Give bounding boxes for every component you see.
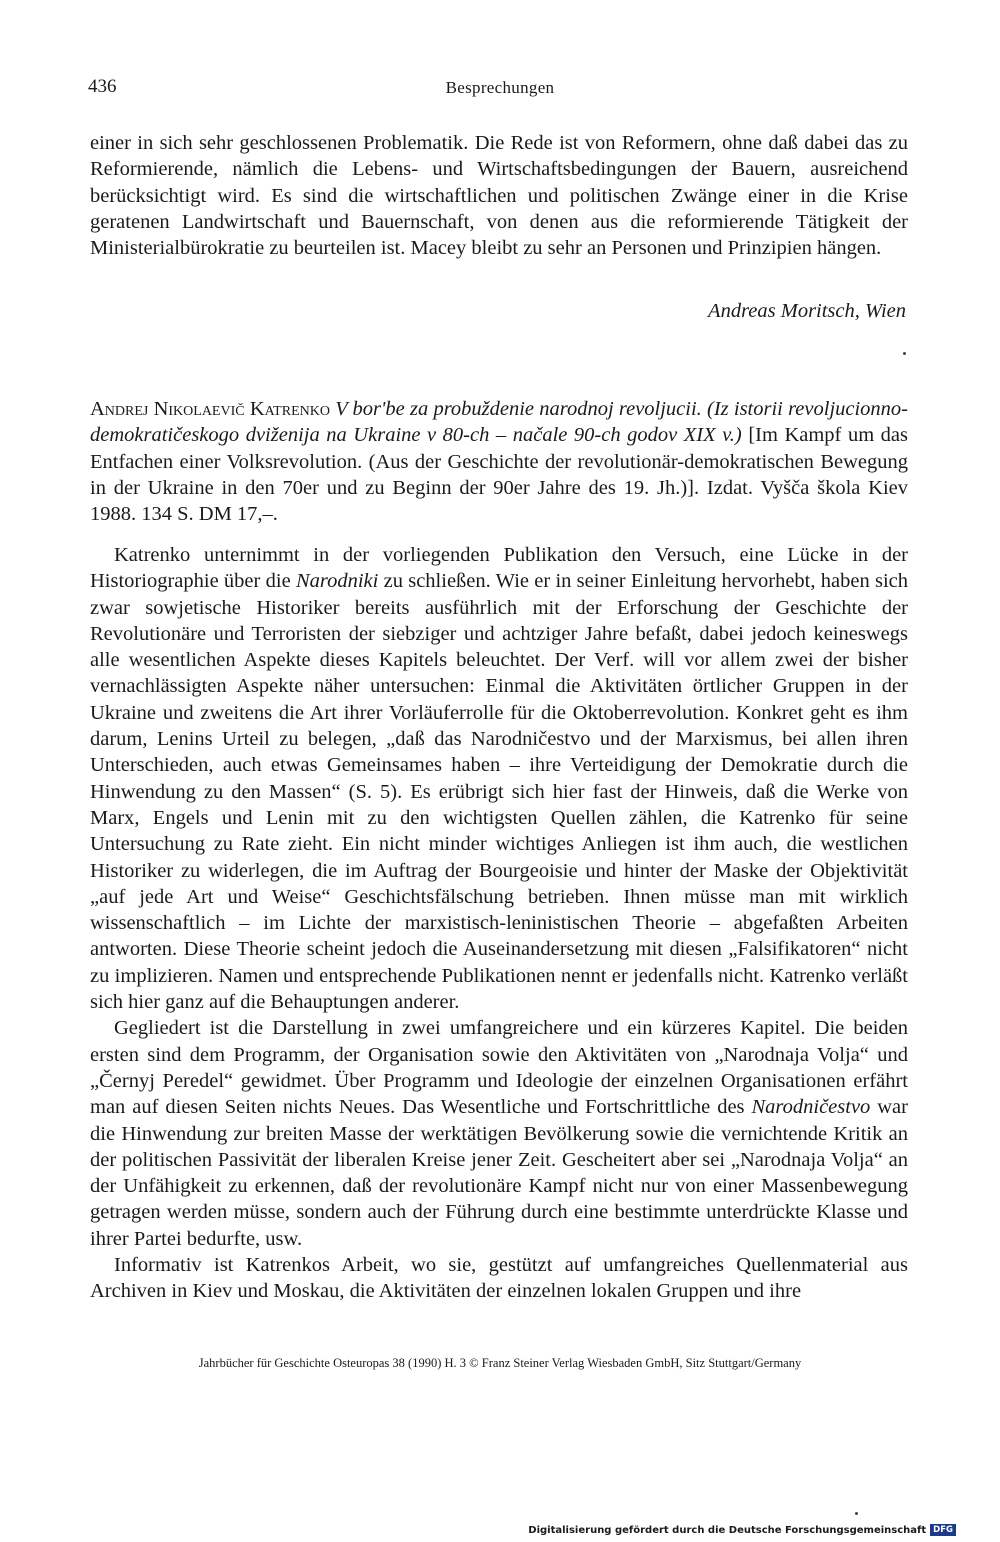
review-body	[90, 542, 908, 1305]
journal-footer: Jahrbücher für Geschichte Osteuropas 38 (1990) H. 3 © Franz Steiner Verlag Wiesbaden GmbH, Sitz Stuttgart/Germany	[198, 1356, 802, 1370]
scan-speck	[855, 1512, 858, 1515]
review-paragraph-2: Gegliedert ist die Darstellung in zwei umfangreichere und ein kürzeres Kapitel. Die beiden ersten sind dem Programm, der Organisation sowie den Aktivitäten von „Narodnaja Volja“ und „Černyj Peredel“ gewidmet. Über Programm und Ideologie der einzelnen Organisationen erfährt man auf diesen Seiten nichts Neues. Das Wesentliche und Fortschrittliche des Narodničestvo war die Hinwendung zur breiten Masse der werktätigen Bevölkerung sowie die vernichtende Kritik an der politischen Passivität der liberalen Kreise jener Zeit. Gescheitert aber sei „Narodnaja Volja“ an der Unfähigkeit zu erkennen, daß der revolutionäre Kampf nicht nur von einer Massenbewegung getragen werden müsse, sondern auch der Führung durch eine bestimmte unterdrückte Klasse und ihrer Partei bedurfte, usw.	[90, 1017, 908, 1250]
running-head: Besprechungen	[445, 78, 555, 97]
dfg-logo: DFG	[930, 1524, 956, 1536]
review-paragraph-3: Informativ ist Katrenkos Arbeit, wo sie, gestützt auf umfangreiches Quellenmaterial aus Archiven in Kiev und Moskau, die Aktivitäten der einzelnen lokalen Gruppen und ihre	[90, 1254, 908, 1303]
book-title: V bor'be za probuždenie narodnoj revoljucii. (Iz istorii revoljucionno-demokratičeskogo dviženija na Ukraine v 80-ch – načale 90-ch godov XIX v.)	[90, 398, 909, 447]
citation-details: [Im Kampf um das Entfachen einer Volksrevolution. (Aus der Geschichte der revolutionär-demokratischen Bewegung in der Ukraine in den 70er und zu Beginn der 90er Jahre des 19. Jh.)]. Izdat. Vyšča škola Kiev 1988. 134 S. DM 17,–.	[90, 424, 909, 526]
reviewer-signature: Andreas Moritsch, Wien	[708, 300, 906, 322]
previous-review-ending	[90, 130, 908, 261]
review-paragraph-1: Katrenko unternimmt in der vorliegenden Publikation den Versuch, eine Lücke in der Historiographie über die Narodniki zu schließen. Wie er in seiner Einleitung hervorhebt, haben sich zwar sowjetische Historiker bereits ausführlich mit der Erforschung der Geschichte der Revolutionäre und Terroristen der siebziger und achtziger Jahre befaßt, dabei jedoch keineswegs alle wesentlichen Aspekte dieses Kapitels beleuchtet. Der Verf. will vor allem zwei der bisher vernachlässigten Aspekte näher untersuchen: Einmal die Aktivitäten örtlicher Gruppen in der Ukraine und zweitens die Art ihrer Vorläuferrolle für die Oktoberrevolution. Konkret geht es ihm darum, Lenins Urteil zu belegen, „daß das Narodničestvo und der Marxismus, bei allen ihren Unterschieden, auch etwas Gemeinsames haben – ihre Verteidigung der Demokratie durch die Hinwendung zu den Massen“ (S. 5). Es erübrigt sich hier fast der Hinweis, daß die Werke von Marx, Engels und Lenin mit zu den wichtigsten Quellen zählen, die Katrenko für seine Untersuchung zu Rate zieht. Ein nicht minder wichtiges Anliegen ist ihm auch, die westlichen Historiker zu widerlegen, die im Auftrag der Bourgeoisie und hinter der Maske der Objektivität „auf jede Art und Weise“ Geschichtsfälschung betrieben. Ihnen müsse man mit wirklich wissenschaftlich – im Lichte der marxistisch-leninistischen Theorie – abgefaßten Arbeiten antworten. Diese Theorie scheint jedoch die Auseinandersetzung mit diesen „Falsifikatoren“ nicht zu implizieren. Namen und entsprechende Publikationen nennt er jedenfalls nicht. Katrenko verläßt sich hier ganz auf die Behauptungen anderer.	[90, 544, 908, 1014]
digitization-text: Digitalisierung gefördert durch die Deutsche Forschungsgemeinschaft	[528, 1524, 927, 1536]
scan-speck	[903, 352, 906, 355]
book-author: Andrej Nikolaevič Katrenko	[90, 398, 330, 420]
citation-text	[90, 396, 908, 527]
previous-review-text: einer in sich sehr geschlossenen Problematik. Die Rede ist von Reformern, ohne daß dabei das zu Reformierende, nämlich die Lebens- und Wirtschaftsbedingungen der Bauern, ausreichend berücksichtigt wird. Es sind die wirtschaftlichen und politischen Zwänge einer in die Krise geratenen Landwirtschaft und Bauernschaft, von denen aus die reformierende Tätigkeit der Ministerialbürokratie zu beurteilen ist. Macey bleibt zu sehr an Personen und Prinzipien hängen.	[90, 132, 908, 260]
digitization-credit	[528, 1524, 956, 1536]
italic-term: Narodničestvo	[751, 1096, 871, 1119]
bibliographic-citation	[90, 396, 908, 527]
italic-term: Narodniki	[295, 570, 379, 593]
page-number: 436	[88, 76, 117, 97]
